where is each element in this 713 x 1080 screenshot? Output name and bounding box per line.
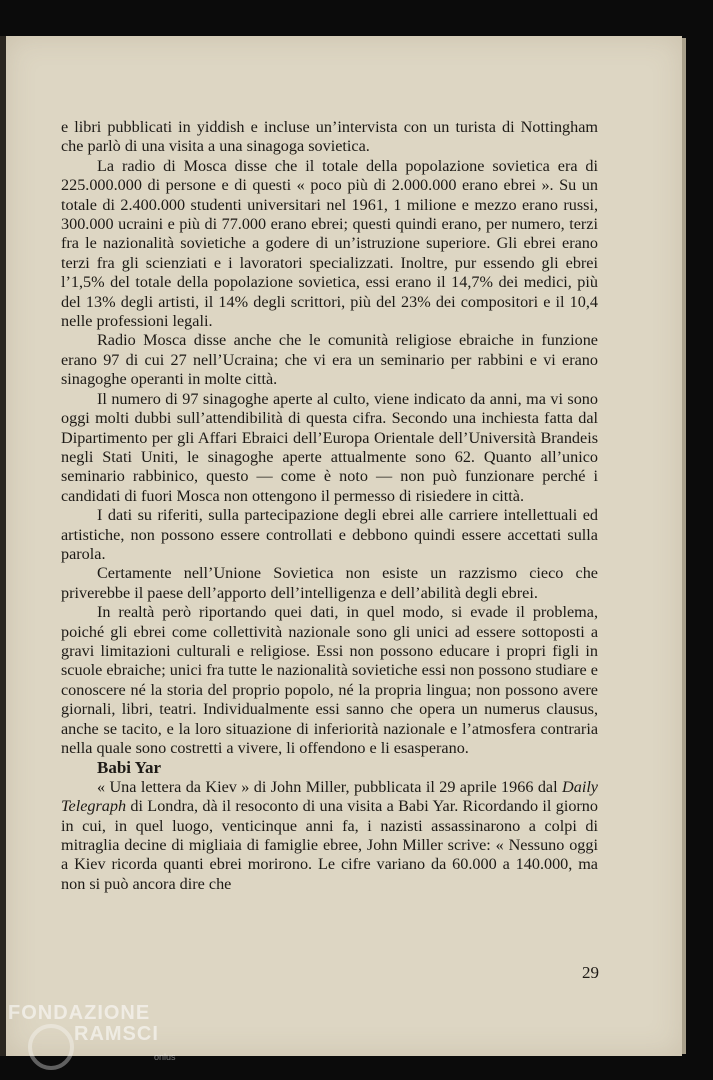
watermark-line1: FONDAZIONE — [8, 1002, 151, 1024]
paragraph-2: La radio di Mosca disse che il totale della popolazione sovietica era di 225.000.000 di persone e di questi « poco più di 2.000.000 erano ebrei ». Su un totale di 2.400.000 studenti universitari nel 1961, 1 milione e mezzo erano russi, 300.000 ucraini e più di 77.000 erano ebrei; questi quindi erano, per numero, terzi fra le nazionalità sovietiche a godere di un’istruzione superiore. Gli ebrei erano terzi fra gli scienziati e i lavoratori specializzati. Inoltre, pur essendo gli ebrei l’1,5% del totale della popolazione sovietica, essi erano il 14,7% dei medici, più del 13% degli artisti, il 14% degli scrittori, più del 23% dei compositori e il 10,4 nelle professioni legali. — [61, 156, 598, 331]
page-number: 29 — [582, 963, 599, 982]
watermark-suffix: onlus — [154, 1052, 176, 1062]
paragraph-babi-yar — [61, 778, 598, 894]
paragraph-3: Radio Mosca disse anche che le comunità religiose ebraiche in funzione erano 97 di cui 27 nell’Ucraina; che vi era un seminario per rabbini e vi erano sinagoghe operanti in molte città. — [61, 331, 598, 389]
paragraph-4: Il numero di 97 sinagoghe aperte al culto, viene indicato da anni, ma vi sono oggi molti dubbi sull’attendibilità di questa cifra. Secondo una inchiesta fatta dal Dipartimento per gli Affari Ebraici dell’Europa Orientale dell’Università Brandeis negli Stati Uniti, le sinagoghe aperte attualmente sono 62. Quanto all’unico seminario rabbinico, questo — come è noto — non può funzionare perché i candidati di fuori Mosca non ottengono il permesso di risiedere in città. — [61, 389, 598, 505]
watermark-line2: RAMSCI — [74, 1023, 159, 1045]
page-text — [61, 118, 598, 894]
paragraph-babi-yar-part1: « Una lettera da Kiev » di John Miller, pubblicata il 29 aprile 1966 dal — [97, 777, 563, 796]
paragraph-babi-yar-part2: di Londra, dà il resoconto di una visita a Babi Yar. Ricordando il giorno in cui, in quel luogo, venticinque anni fa, i nazisti assassinarono a colpi di mitraglia decine di migliaia di famiglie ebree, John Miller scrive: « Nessuno oggi a Kiev ricorda quanti ebrei morirono. Le cifre variano da 60.000 a 140.000, ma non si può ancora dire che — [61, 797, 598, 893]
paragraph-7: In realtà però riportando quei dati, in quel modo, si evade il problema, poiché gli ebrei come collettività nazionale sono gli unici ad essere sottoposti a gravi limitazioni culturali e religiose. Essi non possono educare i propri figli in scuole ebraiche; unici fra tutte le nazionalità sovietiche essi non possono studiare e conoscere né la storia del proprio popolo, né la propria lingua; non possono avere giornali, libri, teatri. Individualmente essi sanno che opera un numerus clausus, anche se tacito, e la loro situazione di inferiorità nazionale e l’atmosfera contraria nella quale sono costretti a vivere, li offendono e li esasperano. — [61, 603, 598, 757]
watermark-logo — [8, 1002, 176, 1062]
section-heading: Babi Yar — [97, 758, 162, 778]
page-edge — [682, 38, 686, 1054]
paragraph-1: e libri pubblicati in yiddish e incluse un’intervista con un turista di Nottingham che parlò di una visita a una sinagoga sovietica. — [61, 118, 598, 156]
newspaper-title: Daily Telegraph — [61, 777, 598, 816]
paragraph-6: Certamente nell’Unione Sovietica non esiste un razzismo cieco che priverebbe il paese dell’apporto dell’intelligenza e dell’abilità degli ebrei. — [61, 564, 598, 602]
paragraph-5: I dati su riferiti, sulla partecipazione degli ebrei alle carriere intellettuali ed artistiche, non possono essere controllati e debbono quindi essere accettati sulla parola. — [61, 506, 598, 563]
